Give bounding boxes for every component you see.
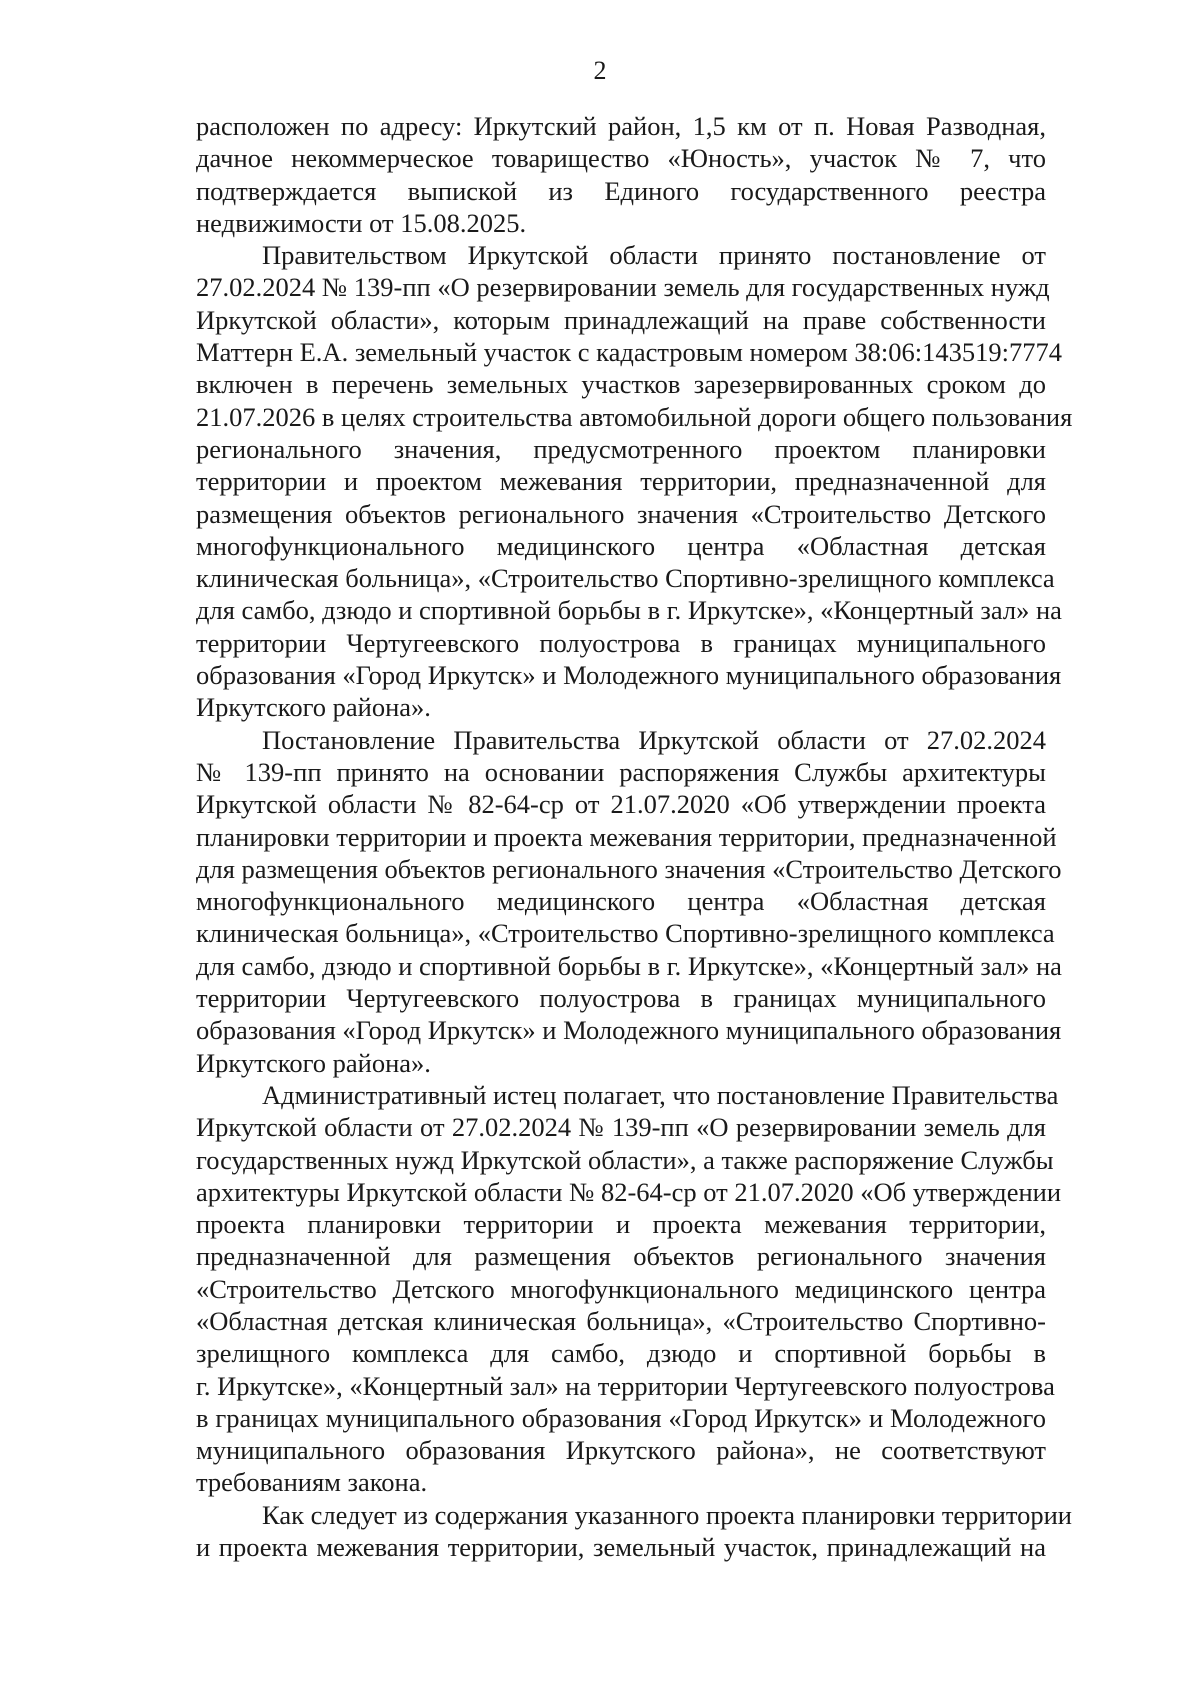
text-line: муниципального образования Иркутского района», не соответствуют <box>196 1435 1046 1466</box>
text-line: Иркутского района». <box>196 1047 431 1078</box>
text-line: Правительством Иркутской области принято постановление от <box>262 240 1046 271</box>
text-line: образования «Город Иркутск» и Молодежного муниципального образования <box>196 660 1062 691</box>
text-line: «Областная детская клиническая больница», «Строительство Спортивно- <box>196 1305 1046 1336</box>
document-body <box>196 110 1073 1563</box>
text-line: дачное некоммерческое товарищество «Юность», участок № 7, что <box>196 143 1046 174</box>
text-line: территории Чертугеевского полуострова в границах муниципального <box>196 627 1046 658</box>
paragraph <box>196 239 1073 723</box>
text-line: недвижимости от 15.08.2025. <box>196 207 527 238</box>
text-line: Иркутской области № 82-64-ср от 21.07.2020 «Об утверждении проекта <box>196 789 1046 820</box>
text-line: г. Иркутске», «Концертный зал» на территории Чертугеевского полуострова <box>196 1370 1055 1401</box>
text-line: в границах муниципального образования «Город Иркутск» и Молодежного <box>196 1402 1046 1433</box>
text-line: проекта планировки территории и проекта межевания территории, <box>196 1209 1046 1240</box>
text-line: регионального значения, предусмотренного проектом планировки <box>196 433 1046 464</box>
text-line: 27.02.2024 № 139-пп «О резервировании земель для государственных нужд <box>196 272 1050 303</box>
text-line: предназначенной для размещения объектов регионального значения <box>196 1241 1046 1272</box>
text-line: размещения объектов регионального значения «Строительство Детского <box>196 498 1046 529</box>
text-line: требованиям закона. <box>196 1467 428 1498</box>
text-line: Иркутской области», которым принадлежащий на праве собственности <box>196 304 1046 335</box>
text-line: № 139-пп принято на основании распоряжения Службы архитектуры <box>196 756 1046 787</box>
paragraph <box>196 724 1062 1079</box>
text-line: подтверждается выпиской из Единого государственного реестра <box>196 175 1046 206</box>
text-line: образования «Город Иркутск» и Молодежного муниципального образования <box>196 1015 1062 1046</box>
text-line: Иркутской области от 27.02.2024 № 139-пп «О резервировании земель для <box>196 1112 1046 1143</box>
text-line: зрелищного комплекса для самбо, дзюдо и спортивной борьбы в <box>196 1338 1046 1369</box>
text-line: планировки территории и проекта межевания территории, предназначенной <box>196 821 1057 852</box>
paragraph <box>196 1079 1062 1499</box>
text-line: территории и проектом межевания территории, предназначенной для <box>196 466 1046 497</box>
text-line: Иркутского района». <box>196 692 431 723</box>
text-line: и проекта межевания территории, земельный участок, принадлежащий на <box>196 1532 1046 1563</box>
text-line: «Строительство Детского многофункционального медицинского центра <box>196 1273 1046 1304</box>
text-line: расположен по адресу: Иркутский район, 1,5 км от п. Новая Разводная, <box>196 111 1046 141</box>
text-line: для самбо, дзюдо и спортивной борьбы в г. Иркутске», «Концертный зал» на <box>196 595 1062 626</box>
text-line: для размещения объектов регионального значения «Строительство Детского <box>196 853 1062 884</box>
text-line: архитектуры Иркутской области № 82-64-ср от 21.07.2020 «Об утверждении <box>196 1176 1062 1207</box>
paragraph <box>196 110 1046 239</box>
text-line: Постановление Правительства Иркутской области от 27.02.2024 <box>262 724 1046 755</box>
text-line: многофункционального медицинского центра «Областная детская <box>196 886 1046 917</box>
text-line: клиническая больница», «Строительство Спортивно-зрелищного комплекса <box>196 563 1055 594</box>
text-line: для самбо, дзюдо и спортивной борьбы в г. Иркутске», «Концертный зал» на <box>196 950 1062 981</box>
page-number: 2 <box>593 56 607 85</box>
text-line: Маттерн Е.А. земельный участок с кадастровым номером 38:06:143519:7774 <box>196 337 1062 368</box>
text-line: многофункционального медицинского центра «Областная детская <box>196 530 1046 561</box>
text-line: государственных нужд Иркутской области», а также распоряжение Службы <box>196 1144 1054 1175</box>
text-line: территории Чертугеевского полуострова в границах муниципального <box>196 983 1046 1014</box>
text-line: клиническая больница», «Строительство Спортивно-зрелищного комплекса <box>196 918 1055 949</box>
text-line: Административный истец полагает, что постановление Правительства <box>262 1079 1059 1110</box>
text-line: Как следует из содержания указанного проекта планировки территории <box>262 1499 1072 1530</box>
text-line: включен в перечень земельных участков зарезервированных сроком до <box>196 369 1046 400</box>
paragraph <box>196 1499 1072 1564</box>
text-line: 21.07.2026 в целях строительства автомобильной дороги общего пользования <box>196 401 1073 432</box>
